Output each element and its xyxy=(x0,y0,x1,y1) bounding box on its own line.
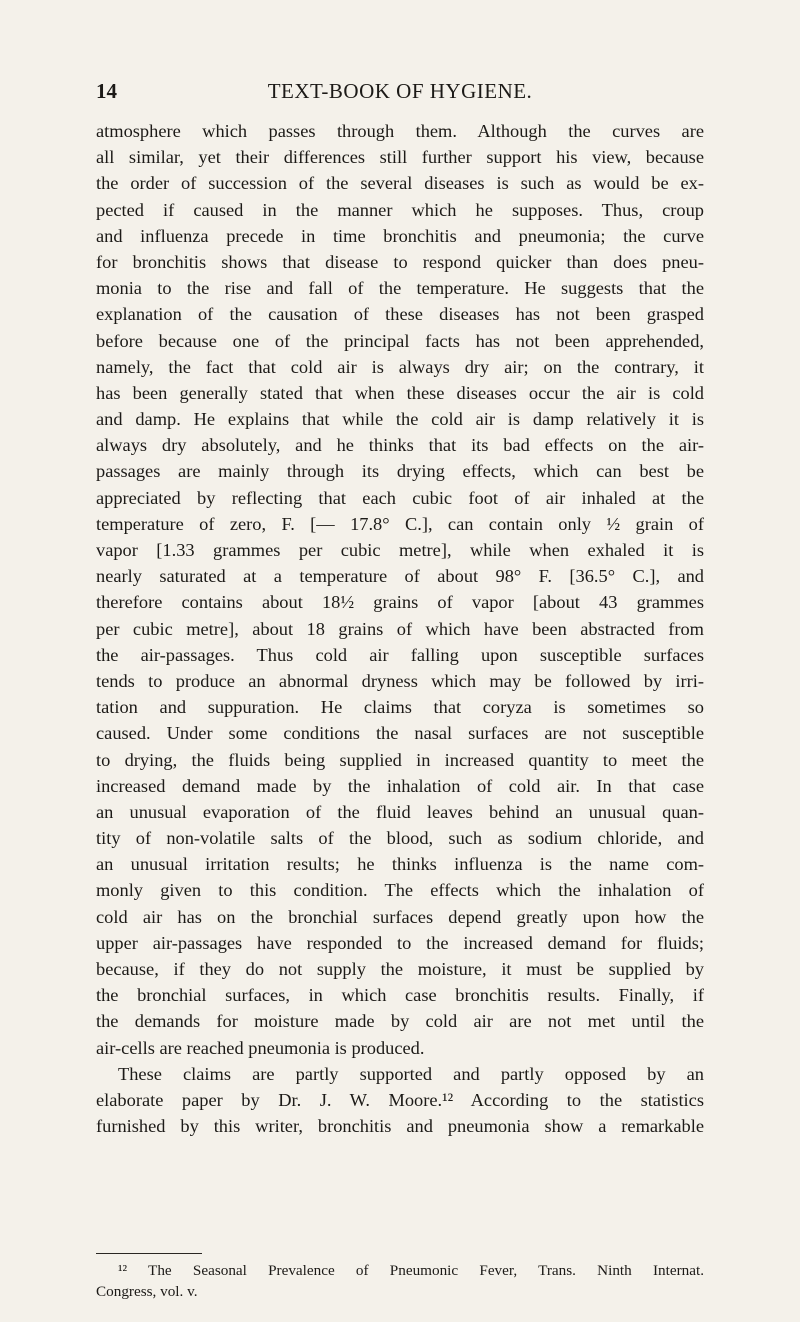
text-line: furnished by this writer, bronchitis and pneumonia show a remarkable xyxy=(96,1116,704,1137)
text-line: the bronchial surfaces, in which case bronchitis results. Finally, if xyxy=(96,985,704,1006)
text-line: because, if they do not supply the moisture, it must be supplied by xyxy=(96,959,704,979)
text-line: monia to the rise and fall of the temperature. He suggests that the xyxy=(96,278,704,299)
text-line: cold air has on the bronchial surfaces depend greatly upon how the xyxy=(96,906,704,927)
text-line: per cubic metre], about 18 grains of which have been abstracted from xyxy=(96,618,704,639)
text-line: the order of succession of the several diseases is such as would be ex- xyxy=(96,173,704,194)
text-line: air-cells are reached pneumonia is produced. xyxy=(96,1037,425,1058)
text-line: and damp. He explains that while the cold air is damp relatively it is xyxy=(96,409,704,430)
text-line: all similar, yet their differences still further support his view, because xyxy=(96,147,704,168)
footnote-divider xyxy=(96,1253,202,1254)
text-line: caused. Under some conditions the nasal surfaces are not susceptible xyxy=(96,723,704,744)
text-line: has been generally stated that when these diseases occur the air is cold xyxy=(96,382,704,403)
text-line: explanation of the causation of these diseases has not been grasped xyxy=(96,304,704,325)
text-line: temperature of zero, F. [— 17.8° C.], can contain only ½ grain of xyxy=(96,513,704,534)
text-line: elaborate paper by Dr. J. W. Moore.¹² According to the statistics xyxy=(96,1089,704,1110)
text-line: appreciated by reflecting that each cubic foot of air inhaled at the xyxy=(96,487,704,508)
text-line: monly given to this condition. The effects which the inhalation of xyxy=(96,880,704,901)
text-line: nearly saturated at a temperature of about 98° F. [36.5° C.], and xyxy=(96,566,704,587)
footnote-line: ¹² The Seasonal Prevalence of Pneumonic Fever, Trans. Ninth Internat. xyxy=(118,1262,704,1279)
body-text xyxy=(96,118,704,1139)
text-line: tends to produce an abnormal dryness which may be followed by irri- xyxy=(96,670,704,691)
text-line: atmosphere which passes through them. Although the curves are xyxy=(96,121,704,141)
text-line: tity of non-volatile salts of the blood, such as sodium chloride, and xyxy=(96,828,704,849)
text-line: therefore contains about 18½ grains of vapor [about 43 grammes xyxy=(96,592,704,613)
text-line: an unusual evaporation of the fluid leaves behind an unusual quan- xyxy=(96,801,704,822)
page-number: 14 xyxy=(96,79,117,103)
text-line: increased demand made by the inhalation of cold air. In that case xyxy=(96,775,704,796)
text-line: tation and suppuration. He claims that coryza is sometimes so xyxy=(96,697,704,718)
text-line: the demands for moisture made by cold air are not met until the xyxy=(96,1011,704,1032)
text-line: upper air-passages have responded to the increased demand for fluids; xyxy=(96,932,704,953)
page-header xyxy=(96,76,704,106)
footnotes xyxy=(96,1260,704,1302)
text-line: an unusual irritation results; he thinks influenza is the name com- xyxy=(96,854,704,875)
text-line: These claims are partly supported and partly opposed by an xyxy=(118,1063,704,1084)
text-line: and influenza precede in time bronchitis and pneumonia; the curve xyxy=(96,225,704,246)
footnote-line: Congress, vol. v. xyxy=(96,1283,198,1300)
text-line: before because one of the principal facts has not been apprehended, xyxy=(96,330,704,351)
text-line: the air-passages. Thus cold air falling upon susceptible surfaces xyxy=(96,644,704,665)
text-line: passages are mainly through its drying effects, which can best be xyxy=(96,461,704,482)
text-line: namely, the fact that cold air is always dry air; on the contrary, it xyxy=(96,356,704,377)
text-line: vapor [1.33 grammes per cubic metre], while when exhaled it is xyxy=(96,540,704,560)
text-line: pected if caused in the manner which he supposes. Thus, croup xyxy=(96,199,704,220)
text-line: to drying, the fluids being supplied in increased quantity to meet the xyxy=(96,749,704,770)
running-head: TEXT-BOOK OF HYGIENE. xyxy=(267,79,533,103)
text-line: always dry absolutely, and he thinks that its bad effects on the air- xyxy=(96,435,704,456)
text-line: for bronchitis shows that disease to respond quicker than does pneu- xyxy=(96,251,704,272)
